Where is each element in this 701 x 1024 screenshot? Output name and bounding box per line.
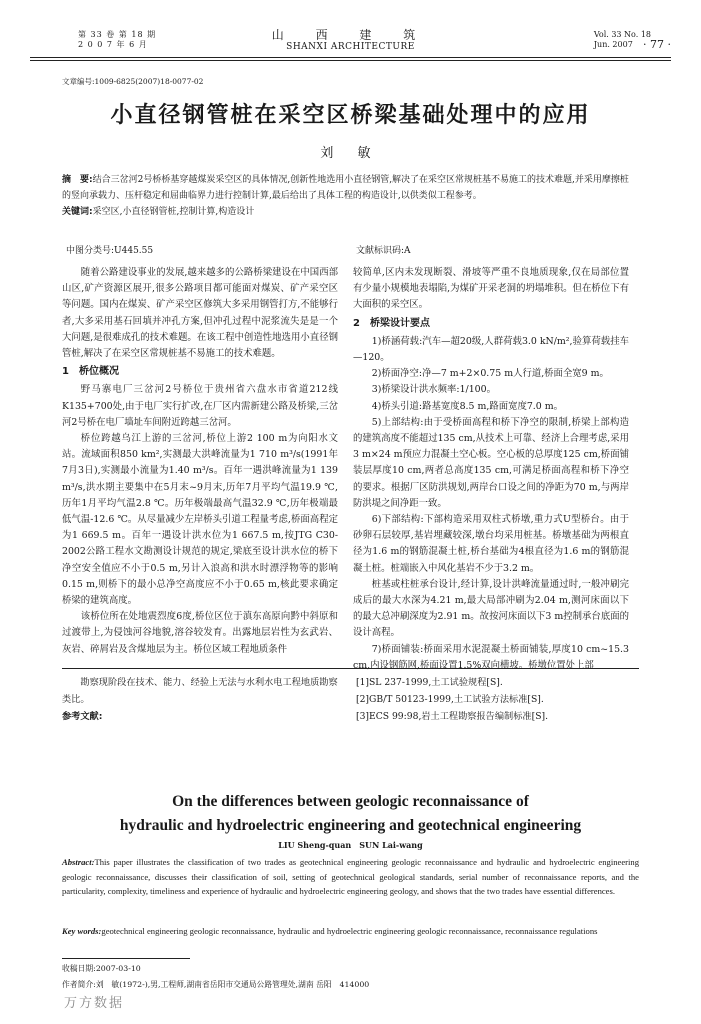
received-date: 收稿日期:2007-03-10: [62, 964, 141, 973]
reference-item: [3]ECS 99:98,岩土工程勘察报告编制标准[S].: [356, 711, 548, 722]
body-column-right: [353, 265, 629, 674]
intro-paragraph: 随着公路建设事业的发展,越来越多的公路桥梁建设在中国西部山区,矿产资源区展开,很多公路项目都可能面对煤炭、矿产采空区等问题。国内在煤炭、矿产采空区修筑大多采用钢管打方,不能够行者,大多采用基石回填并冲孔方案,但冲孔过程中泥浆流失是是一个大问题,是很难成孔的技术难题。在该工程中创造性地选用小直径钢管桩,解决了在采空区常规桩基不易施工的技术难题。: [62, 267, 338, 360]
reference-item: [1]SL 237-1999,土工试验规程[S].: [356, 677, 503, 688]
english-title-line: On the differences between geologic reconnaissance of: [172, 793, 529, 810]
references-label: 参考文献:: [62, 711, 103, 722]
article-separator: [62, 668, 639, 669]
english-keywords: [62, 924, 639, 938]
reference-item: [2]GB/T 50123-1999,土工试验方法标准[S].: [356, 694, 544, 705]
issue-date: 2 0 0 7 年 6 月: [78, 40, 148, 49]
section-heading-2: 2 桥梁设计要点: [353, 317, 430, 329]
running-header: [30, 28, 671, 58]
issue-volume: 第 33 卷 第 18 期: [78, 30, 157, 39]
english-abstract: [62, 855, 639, 899]
header-rule-thin: [30, 60, 671, 61]
journal-name-en: SHANXI ARCHITECTURE: [286, 42, 415, 52]
design-item: 5)上部结构:由于受桥面高程和桥下净空的限制,桥梁上部构造的建筑高度不能超过135 cm,从技术上可靠、经济上合理考虑,采用3 m×24 m预应力混凝土空心板。空心板的总厚度125 cm,桥面铺装层厚度10 cm,两者总高度135 cm,可满足桥面高程和桥下净空的要求。根据厂区防洪规划,两岸台口设之间的净距为70 m,与两岸防洪堤之间净距一致。: [353, 416, 629, 509]
design-item: 6)下部结构:下部构造采用双柱式桥墩,重力式U型桥台。由于砂卵石层较厚,基岩埋藏较深,墩台均采用桩基。桥墩基础为两根直径为1.6 m的钢筋混凝土桩,桥台基础为4根直径为1.6 m的钢筋混凝土桩。桩端嵌入中风化基岩不少于3.2 m。: [353, 514, 629, 574]
section1-paragraph-1: 野马寨电厂三岔河2号桥位于贵州省六盘水市省道212线K135+700处,由于电厂实行扩改,在厂区内需新建公路及桥梁,三岔河2号桥在电厂墙址车间附近跨越三岔河。: [62, 384, 338, 428]
header-rule: [30, 57, 671, 58]
continued-paragraph: 较简单,区内未发现断裂、滑坡等严重不良地质现象,仅在局部位置有少量小规模地表塌陷,为煤矿开采老洞的坍塌堆积。但在桥位下有大面积的采空区。: [353, 267, 629, 311]
journal-name: [30, 28, 671, 52]
keywords-text: 采空区,小直径钢管桩,控制计算,构造设计: [92, 207, 255, 217]
footnote-rule: [62, 958, 190, 959]
document-code: 文献标识码:A: [356, 246, 411, 256]
english-abstract-text: This paper illustrates the classification of two trades as geotechnical engineering geologic reconnaissance and hydraulic and hydroelectric engineering geologic reconnaissance, discusses their classification of soil, setting of geotechnical geological standards, serial number of reconnaissance reports, and the particularity, complexity, timeliness and experience of hydraulic and hydroelectric engineering geology, and shows that the two trades have essential differences.: [62, 857, 639, 896]
english-keywords-text: geotechnical engineering geologic reconnaissance, hydraulic and hydroelectric engineering geologic reconnaissance, reconnaissance regulations: [101, 926, 598, 936]
page-number: · 77 ·: [643, 38, 671, 51]
design-item: 2)桥面净空:净—7 m+2×0.75 m人行道,桥面全宽9 m。: [371, 368, 609, 380]
article-title: 小直径钢管桩在采空区桥梁基础处理中的应用: [110, 103, 591, 128]
section-heading-1: 1 桥位概况: [62, 366, 119, 378]
design-item: 桩基或柱桩承台设计,经计算,设计洪峰流量通过时,一般冲刷完成后的最大水深为4.21 m,最大局部冲刷为2.04 m,测河床面以下的最大总冲刷深度为2.91 m。故按河床面以下3 m控制承台底面的设计高程。: [353, 578, 629, 639]
english-keywords-label: Key words:: [62, 926, 102, 936]
references-list: [356, 674, 636, 725]
previous-article-tail: [62, 674, 338, 725]
keywords: [62, 204, 631, 220]
volume-en: Vol. 33 No. 18: [593, 30, 651, 39]
journal-name-cn: 山 西 建 筑: [271, 28, 430, 42]
abstract-label: 摘 要:: [62, 175, 93, 185]
design-item: 3)桥梁设计洪水频率:1/100。: [371, 384, 496, 396]
abstract-block: [62, 172, 631, 220]
previous-article-text: 勘察现阶段在技术、能力、经验上无法与水利水电工程地质勘察类比。: [62, 677, 338, 705]
watermark: 万方数据: [64, 996, 125, 1011]
section1-paragraph-3: 该桥位所在处地震烈度6度,桥位区位于滇东高原向黔中斜原和过渡带上,为侵蚀河谷地貌,溶谷较发育。出露地层岩性为玄武岩、灰岩、碎屑岩及含煤地层为主。桥位区域工程地质条件: [62, 611, 338, 655]
clc-number: 中图分类号:U445.55: [66, 246, 154, 256]
design-item: 1)桥涵荷载:汽车—超20级,人群荷载3.0 kN/m²,验算荷载挂车—120。: [353, 335, 629, 364]
body-column-left: [62, 265, 338, 658]
date-en: Jun. 2007: [593, 40, 633, 49]
english-abstract-label: Abstract:: [62, 857, 95, 867]
article-author: 刘 敏: [320, 146, 381, 161]
english-authors: LIU Sheng-quan SUN Lai-wang: [278, 840, 423, 850]
english-title-line: hydraulic and hydroelectric engineering and geotechnical engineering: [119, 817, 582, 834]
article-number: 文章编号:1009-6825(2007)18-0077-02: [62, 77, 204, 86]
abstract: [62, 172, 631, 204]
abstract-text: 结合三岔河2号桥桥基穿越煤炭采空区的具体情况,创新性地选用小直径钢管,解决了在采空区常规桩基不易施工的技术难题,并采用摩擦桩的竖向承载力、压杆稳定和屈曲临界力进行控制计算,最后给出了具体工程的构造设计,以供类似工程参考。: [62, 175, 629, 201]
english-title: [0, 790, 701, 838]
design-item: 4)桥头引道:路基宽度8.5 m,路面宽度7.0 m。: [371, 400, 563, 412]
design-item: 7)桥面铺装:桥面采用水泥混凝土桥面铺装,厚度10 cm~15.3 cm,内设钢筋网,桥面设置1.5%双向横坡。桥墩位置处上部: [353, 643, 629, 671]
section1-paragraph-2: 桥位跨越乌江上游的三岔河,桥位上游2 100 m为向阳水文站。流域面积850 km²,实测最大洪峰流量为1 710 m³/s(1991年7月3日),实测最小流量为1.40 m³/s。百年一遇洪峰流量为1 139 m³/s,洪水期主要集中在5月末~9月末,历年7月平均气温19.9 ℃,历年1月平均气温2.8 ℃。历年极端最高气温32.9 ℃,历年极端最低气温-12.6 ℃。从尽量减少左岸桥头引道工程量考虑,桥面高程定为1 669.5 m。百年一遇设计洪水位为1 667.5 m,按JTG C30-2002公路工程水文勘测设计规范的规定,梁底至设计洪水位的桥下净空安全值应不小于0.5 m,另计入浪高和洪水时漂浮物等的影响0.15 m,则桥下的最小总净空高度应不小于0.65 m,核此要求确定桥梁的建筑高度。: [62, 433, 338, 607]
keywords-label: 关键词:: [62, 207, 93, 217]
author-introduction: 作者简介:刘 敏(1972-),男,工程师,湖南省岳阳市交通局公路管理处,湖南 岳阳 414000: [62, 980, 370, 989]
